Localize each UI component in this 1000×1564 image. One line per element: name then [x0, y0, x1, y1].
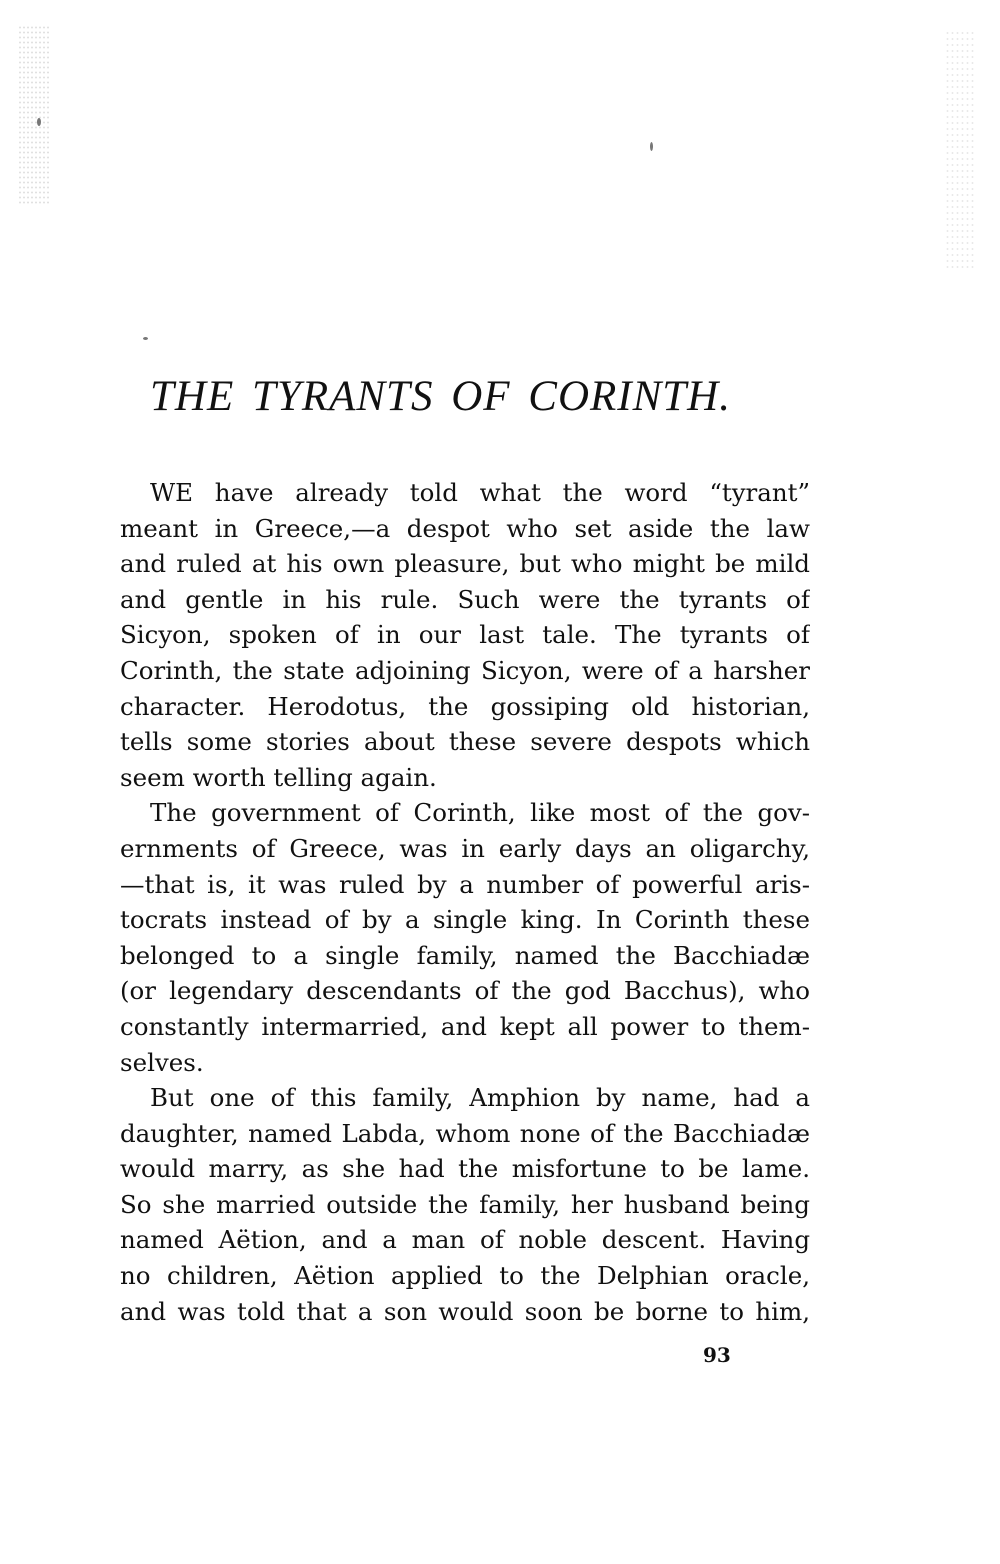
- ink-speck: [37, 118, 41, 126]
- text-line: character. Herodotus, the gossiping old historian,: [120, 691, 810, 721]
- text-line: and gentle in his rule. Such were the tyrants of: [120, 584, 810, 614]
- text-line: The government of Corinth, like most of the gov-: [150, 798, 810, 828]
- text-line: So she married outside the family, her husband being: [120, 1189, 810, 1219]
- text-line: no children, Aëtion applied to the Delphian oracle,: [120, 1261, 810, 1291]
- scan-noise-left: [18, 25, 50, 205]
- text-line: and was told that a son would soon be borne to him,: [120, 1296, 810, 1326]
- text-line: would marry, as she had the misfortune to be lame.: [120, 1154, 810, 1184]
- text-line: named Aëtion, and a man of noble descent. Having: [120, 1225, 810, 1255]
- page-number: 93: [703, 1343, 731, 1367]
- text-line: constantly intermarried, and kept all power to them-: [120, 1011, 810, 1041]
- text-line: WE have already told what the word “tyrant”: [150, 478, 810, 507]
- text-line: selves.: [120, 1047, 204, 1077]
- text-line: daughter, named Labda, whom none of the Bacchiadæ: [120, 1118, 810, 1148]
- text-line: Corinth, the state adjoining Sicyon, were of a harsher: [120, 655, 810, 685]
- ink-speck: [650, 142, 653, 151]
- body-text: [120, 475, 810, 1329]
- ink-speck: [143, 337, 148, 340]
- text-line: seem worth telling again.: [120, 762, 437, 792]
- scan-noise-right: [945, 30, 975, 270]
- text-line: tells some stories about these severe despots which: [120, 727, 810, 757]
- text-line: and ruled at his own pleasure, but who might be mild: [120, 549, 810, 579]
- text-line: ernments of Greece, was in early days an oligarchy,: [120, 833, 810, 863]
- text-line: —that is, it was ruled by a number of powerful aris-: [120, 869, 810, 899]
- chapter-title: THE TYRANTS OF CORINTH.: [150, 373, 731, 420]
- text-line: tocrats instead of by a single king. In Corinth these: [120, 905, 810, 935]
- text-line: belonged to a single family, named the Bacchiadæ: [120, 940, 810, 970]
- text-line: But one of this family, Amphion by name, had a: [150, 1083, 810, 1113]
- text-line: meant in Greece,—a despot who set aside the law: [120, 513, 810, 543]
- text-line: (or legendary descendants of the god Bacchus), who: [120, 976, 810, 1006]
- text-line: Sicyon, spoken of in our last tale. The tyrants of: [120, 620, 810, 650]
